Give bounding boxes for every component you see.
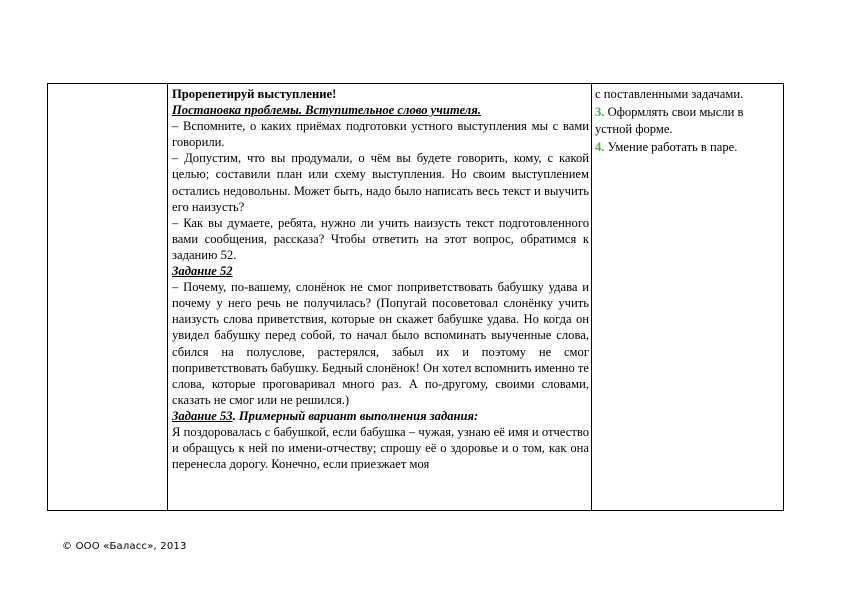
task-53-caption: . Примерный вариант выполнения задания: [232, 408, 479, 423]
outcome-item-3 [595, 104, 780, 139]
lesson-plan-table [47, 83, 784, 511]
paragraph-4: – Почему, по-вашему, слонёнок не смог поприветствовать бабушку удава и почему у него речь не получилась? (Попугай посоветовал слонёнку учить наизусть слова приветствия, которые он скажет бабушке удава. Но когда он увидел бабушку перед собой, то начал было вспоминать выученные слова, сбился на полуслове, растерялся, забыл их и поэтому не смог поприветствовать бабушку. Бедный слонёнок! Он хотел вспомнить именно те слова, которые проговаривал много раз. А по-другому, своими словами, сказать не смог или не решился.) [172, 280, 589, 407]
task-53-label: Задание 53 [172, 408, 233, 423]
item-number: 4. [595, 139, 605, 154]
copyright-footer: © ООО «Баласс», 2013 [62, 541, 187, 552]
task-52-label: Задание 52 [172, 264, 233, 279]
outcome-item-4 [595, 139, 780, 157]
stage-column [48, 84, 168, 510]
outcomes-column [592, 84, 783, 510]
activity-column [168, 84, 592, 510]
paragraph-3: – Как вы думаете, ребята, нужно ли учить наизусть текст подготовленного вами сообщения, рассказа? Чтобы ответить на этот вопрос, обратимся к заданию 52. [172, 215, 589, 262]
stage-title: Постановка проблемы. Вступительное слово учителя. [172, 103, 481, 118]
item-number: 3. [595, 104, 605, 119]
item-text: Оформлять свои мысли в устной форме. [595, 104, 744, 136]
section-heading: Прорепетируй выступление! [172, 87, 337, 101]
outcome-line-0: с поставленными задачами. [595, 87, 744, 101]
item-text: Умение работать в паре. [604, 139, 738, 154]
paragraph-2: – Допустим, что вы продумали, о чём вы будете говорить, кому, с какой целью; составили план или схему выступления. Но своим выступлением остались недовольны. Может быть, надо было написать весь текст и выучить его наизусть? [172, 151, 589, 214]
paragraph-5: Я поздоровалась с бабушкой, если бабушка – чужая, узнаю её имя и отчество и обращусь к ней по имени-отчеству; спрошу её о здоровье и о том, как она перенесла дорогу. Конечно, если приезжает моя [172, 424, 589, 472]
paragraph-1: – Вспомните, о каких приёмах подготовки устного выступления мы с вами говорили. [172, 119, 589, 150]
